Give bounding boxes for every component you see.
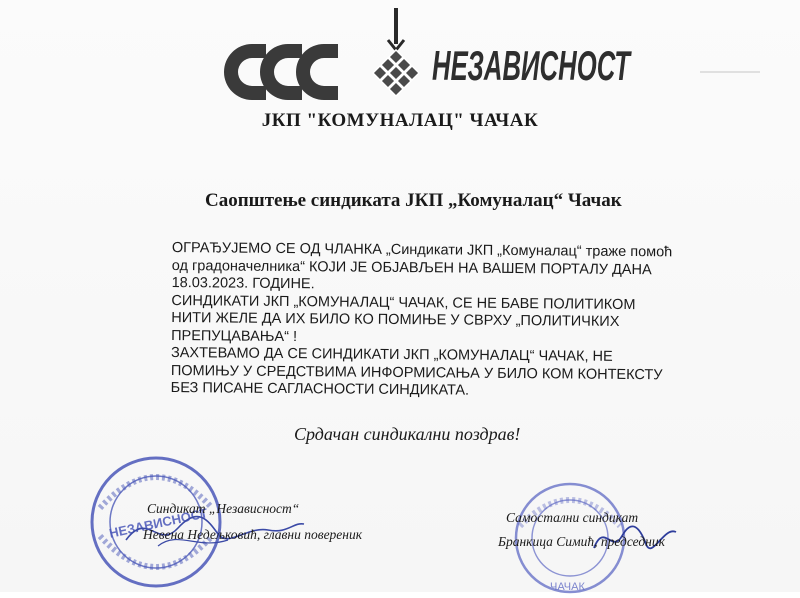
stamp-right-text: ЧАЧАК [550, 581, 585, 593]
paragraph-2 [171, 292, 716, 349]
signature-block-left [145, 500, 362, 544]
paragraph-1 [172, 240, 717, 297]
right-union-name: Самостални синдикат [506, 510, 639, 525]
company-name: ЈКП "КОМУНАЛАЦ" ЧАЧАК [261, 110, 539, 131]
paragraph-2-line-2: НИТИ ЖЕЛЕ ДА ИХ БИЛО КО ПОМИЊЕ У СВРХУ „ПОЛИТИЧКИХ [171, 309, 620, 330]
nezavisnost-wordmark [432, 34, 632, 94]
paragraph-1-line-3: 18.03.2023. ГОДИНЕ. [171, 274, 315, 293]
paragraph-2-line-3: ПРЕПУЦАВАЊА“ ! [171, 327, 298, 345]
paragraph-1-line-1: ОГРАЂУЈЕМО СЕ ОД ЧЛАНКА „Синдикати ЈКП „Комуналац“ траже помоћ [171, 240, 673, 261]
paragraph-3 [171, 345, 716, 402]
nezavisnost-wordmark-text: НЕЗАВИСНОСТ [432, 42, 633, 89]
left-signatory: Невена Недељковић, главни повереник [143, 527, 363, 542]
ccc-logo [222, 42, 340, 102]
left-union-name: Синдикат „Независност“ [147, 501, 300, 516]
signature-block-right [498, 509, 665, 551]
paragraph-3-line-2: ПОМИЊУ У СРЕДСТВИМА ИНФОРМИСАЊА У БИЛО КОМ КОНТЕКСТУ [170, 362, 663, 383]
paragraph-1-line-2: од градоначелника“ КОЈИ ЈЕ ОБЈАВЉЕН НА ВАШЕМ ПОРТАЛУ ДАНА [171, 257, 652, 278]
paragraph-3-line-3: БЕЗ ПИСАНЕ САГЛАСНОСТИ СИНДИКАТА. [170, 379, 470, 399]
nezavisnost-diamond-logo [368, 8, 424, 108]
scan-artifact [700, 68, 760, 76]
stamp-left-text: НЕЗАВИСНОСТ [107, 505, 209, 541]
paragraph-2-line-1: СИНДИКАТИ ЈКП „КОМУНАЛАЦ“ ЧАЧАК, СЕ НЕ БАВЕ ПОЛИТИКОМ [171, 292, 636, 313]
paragraph-3-line-1: ЗАХТЕВАМО ДА СЕ СИНДИКАТИ ЈКП „КОМУНАЛАЦ“ ЧАЧАК, НЕ [170, 344, 613, 365]
right-signatory: Бранкица Симић, председник [498, 534, 665, 549]
statement-body [171, 240, 717, 402]
greeting: Срдачан синдикални поздрав! [294, 424, 521, 444]
statement-title: Саопштење синдиката ЈКП „Комуналац“ Чачак [205, 190, 622, 211]
